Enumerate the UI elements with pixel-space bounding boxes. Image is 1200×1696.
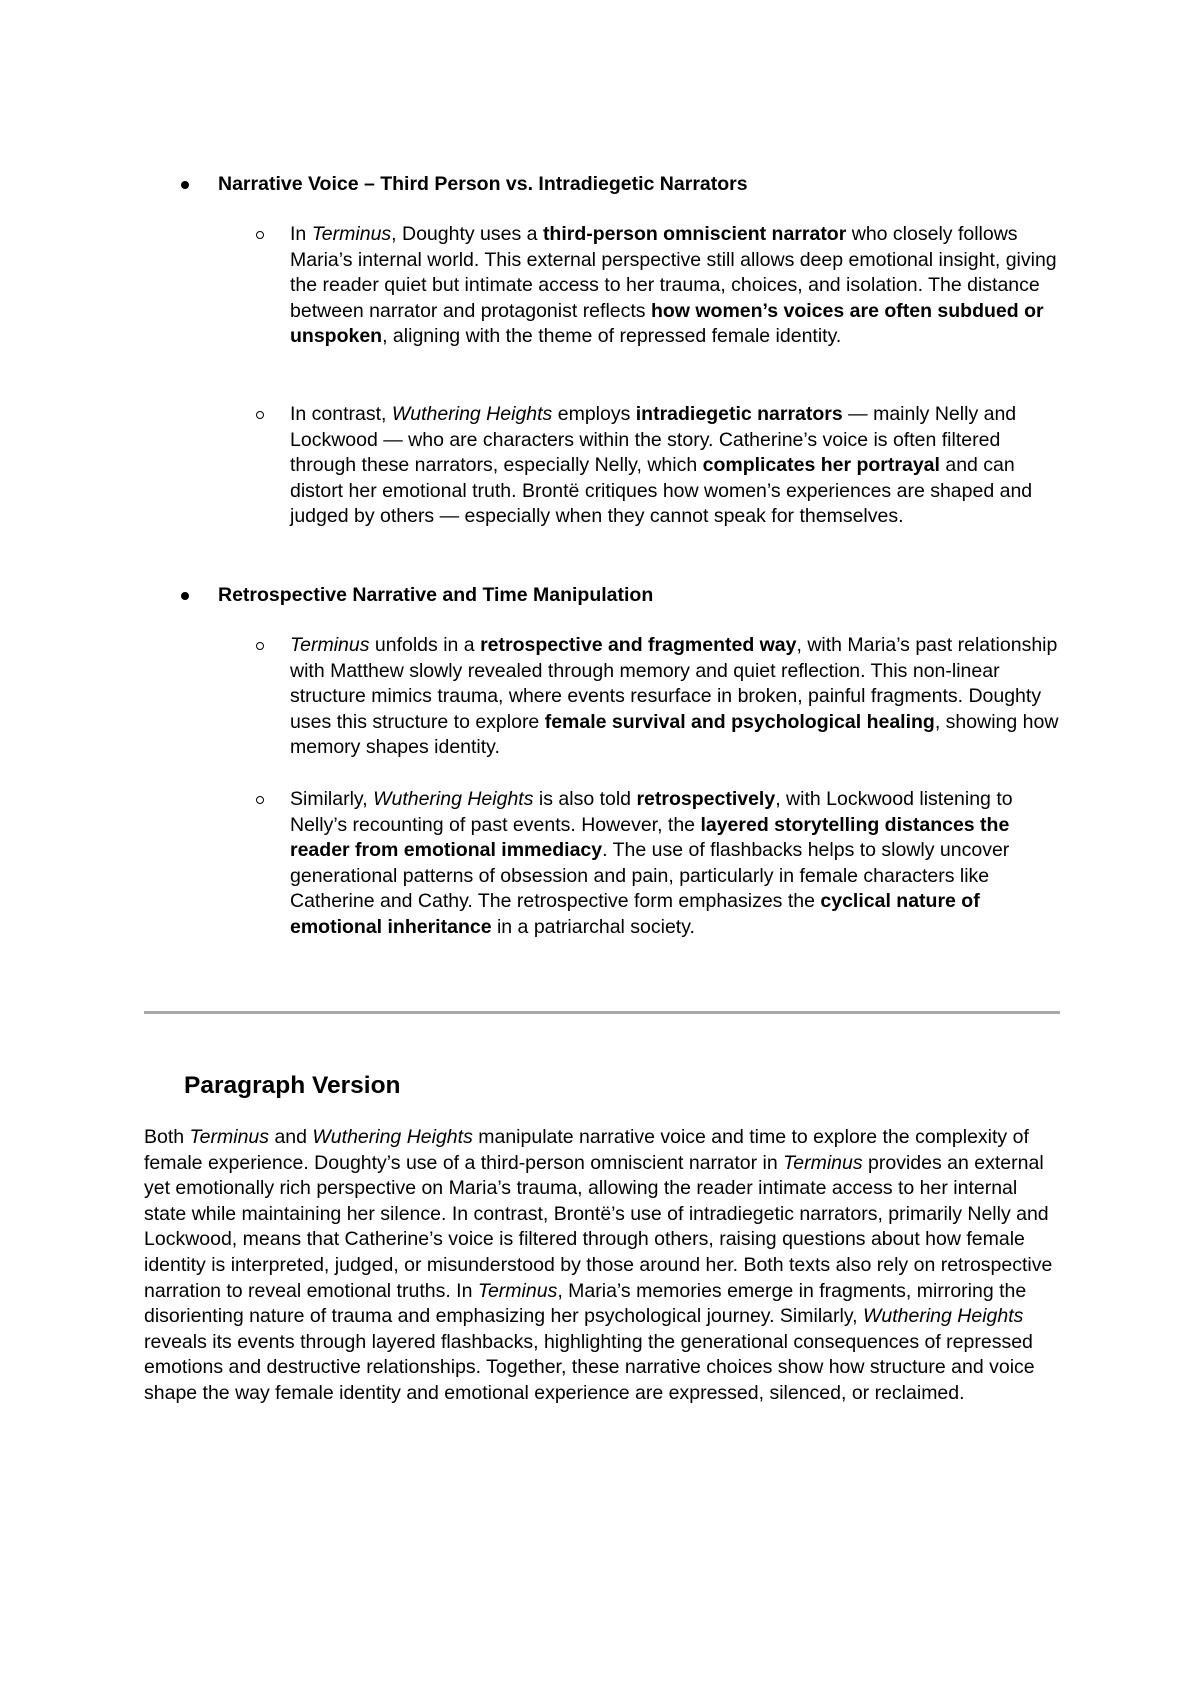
bullet-dot-icon — [181, 181, 189, 189]
sub-bullet-item — [290, 222, 1070, 350]
sub-bullet-text — [290, 402, 1070, 530]
text-run: , with Maria’s past relationship with Matthew slowly revealed through memory and quiet reflection. This non-linear structure mimics trauma, where events resurface in broken, painful fragments. Doughty uses this structure to explore — [290, 634, 1058, 733]
bold-text: retrospective and fragmented way — [480, 634, 797, 656]
text-run: employs — [552, 403, 636, 425]
bold-text: intradiegetic narrators — [635, 403, 843, 425]
text-run: in a patriarchal society. — [491, 915, 695, 938]
italic-title-text: Wuthering Heights — [391, 403, 553, 425]
bold-text: cyclical nature of emotional inheritance — [290, 890, 980, 938]
text-run: Both — [144, 1126, 190, 1148]
text-run: unfolds in a — [369, 634, 481, 656]
text-run: provides an external yet emotionally rich perspective on Maria’s trauma, allowing the reader intimate access to her internal state while maintaining her silence. In contrast, Brontë’s use of intradiegetic narrators, primarily Nelly and Lockwood, means that Catherine’s voice is filtered through others, raising questions about how female identity is interpreted, judged, or misunderstood by those around her. Both texts also rely on retrospective narration to reveal emotional truths. In — [144, 1151, 1053, 1302]
hollow-circle-bullet-icon — [256, 231, 264, 239]
bold-text: complicates her portrayal — [702, 454, 940, 477]
italic-title-text: Terminus — [311, 223, 392, 245]
text-run: , Maria’s memories emerge in fragments, mirroring the disorienting nature of trauma and emphasizing her psychological journey. Similarly, — [144, 1279, 1027, 1328]
text-run: manipulate narrative voice and time to explore the complexity of female experience. Doughty’s use of a third-person omniscient narrator in — [144, 1126, 1029, 1174]
bold-text: female survival and psychological healing — [544, 710, 935, 733]
text-run: and can distort her emotional truth. Brontë critiques how women’s experiences are shaped and judged by others — especially when they cannot speak for themselves. — [290, 454, 1033, 528]
sub-bullet-text — [290, 633, 1070, 761]
bold-text: how women’s voices are often subdued or unspoken — [290, 299, 1044, 348]
paragraph-version-heading: Paragraph Version — [184, 1072, 401, 1099]
hollow-circle-bullet-icon — [256, 642, 264, 650]
hollow-circle-bullet-icon — [256, 411, 264, 419]
bold-text: retrospectively — [636, 788, 776, 810]
bullet-dot-icon — [181, 592, 189, 600]
sub-bullet-text — [290, 787, 1070, 941]
italic-title-text: Wuthering Heights — [373, 788, 534, 810]
italic-title-text: Terminus — [477, 1279, 558, 1302]
italic-title-text: Wuthering Heights — [862, 1305, 1024, 1328]
sub-bullet-item — [290, 633, 1070, 761]
text-run: — mainly Nelly and Lockwood — who are characters within the story. Catherine’s voice is often filtered through these narrators, especially Nelly, which — [290, 403, 1017, 477]
horizontal-divider — [144, 1011, 1060, 1014]
sub-bullet-text — [290, 222, 1070, 350]
text-run: , showing how memory shapes identity. — [290, 710, 1059, 759]
italic-title-text: Terminus — [783, 1151, 863, 1174]
text-run: In contrast, — [290, 403, 392, 425]
italic-title-text: Terminus — [290, 634, 370, 656]
hollow-circle-bullet-icon — [256, 796, 264, 804]
bold-text: layered storytelling distances the reader from emotional immediacy — [290, 813, 1010, 862]
text-run: , Doughty uses a — [391, 223, 543, 245]
text-run: and — [269, 1126, 313, 1148]
section-heading-narrative-voice: Narrative Voice – Third Person vs. Intradiegetic Narrators — [218, 171, 1058, 197]
text-run: Similarly, — [290, 788, 374, 810]
italic-title-text: Terminus — [189, 1126, 270, 1148]
text-run: reveals its events through layered flashbacks, highlighting the generational consequences of repressed emotions and destructive relationships. Together, these narrative choices show how structure and voice shape the way female identity and emotional experience are expressed, silenced, or reclaimed. — [144, 1330, 1035, 1404]
bold-text: third-person omniscient narrator — [542, 223, 847, 245]
paragraph-body — [144, 1125, 1064, 1407]
text-run: . The use of flashbacks helps to slowly uncover generational patterns of obsession and pain, particularly in female characters like Catherine and Cathy. The retrospective form emphasizes the — [290, 839, 1010, 913]
text-run: who closely follows Maria’s internal world. This external perspective still allows deep emotional insight, giving the reader quiet but intimate access to her trauma, choices, and isolation. The distance between narrator and protagonist reflects — [290, 223, 1057, 322]
sub-bullet-item — [290, 787, 1070, 941]
text-run: In — [290, 223, 312, 245]
section-heading-retrospective-narrative: Retrospective Narrative and Time Manipulation — [218, 582, 1058, 608]
text-run: is also told — [533, 788, 637, 810]
text-run: , aligning with the theme of repressed female identity. — [382, 325, 842, 348]
italic-title-text: Wuthering Heights — [312, 1126, 473, 1148]
sub-bullet-item — [290, 402, 1070, 530]
text-run: , with Lockwood listening to Nelly’s recounting of past events. However, the — [290, 788, 1013, 836]
